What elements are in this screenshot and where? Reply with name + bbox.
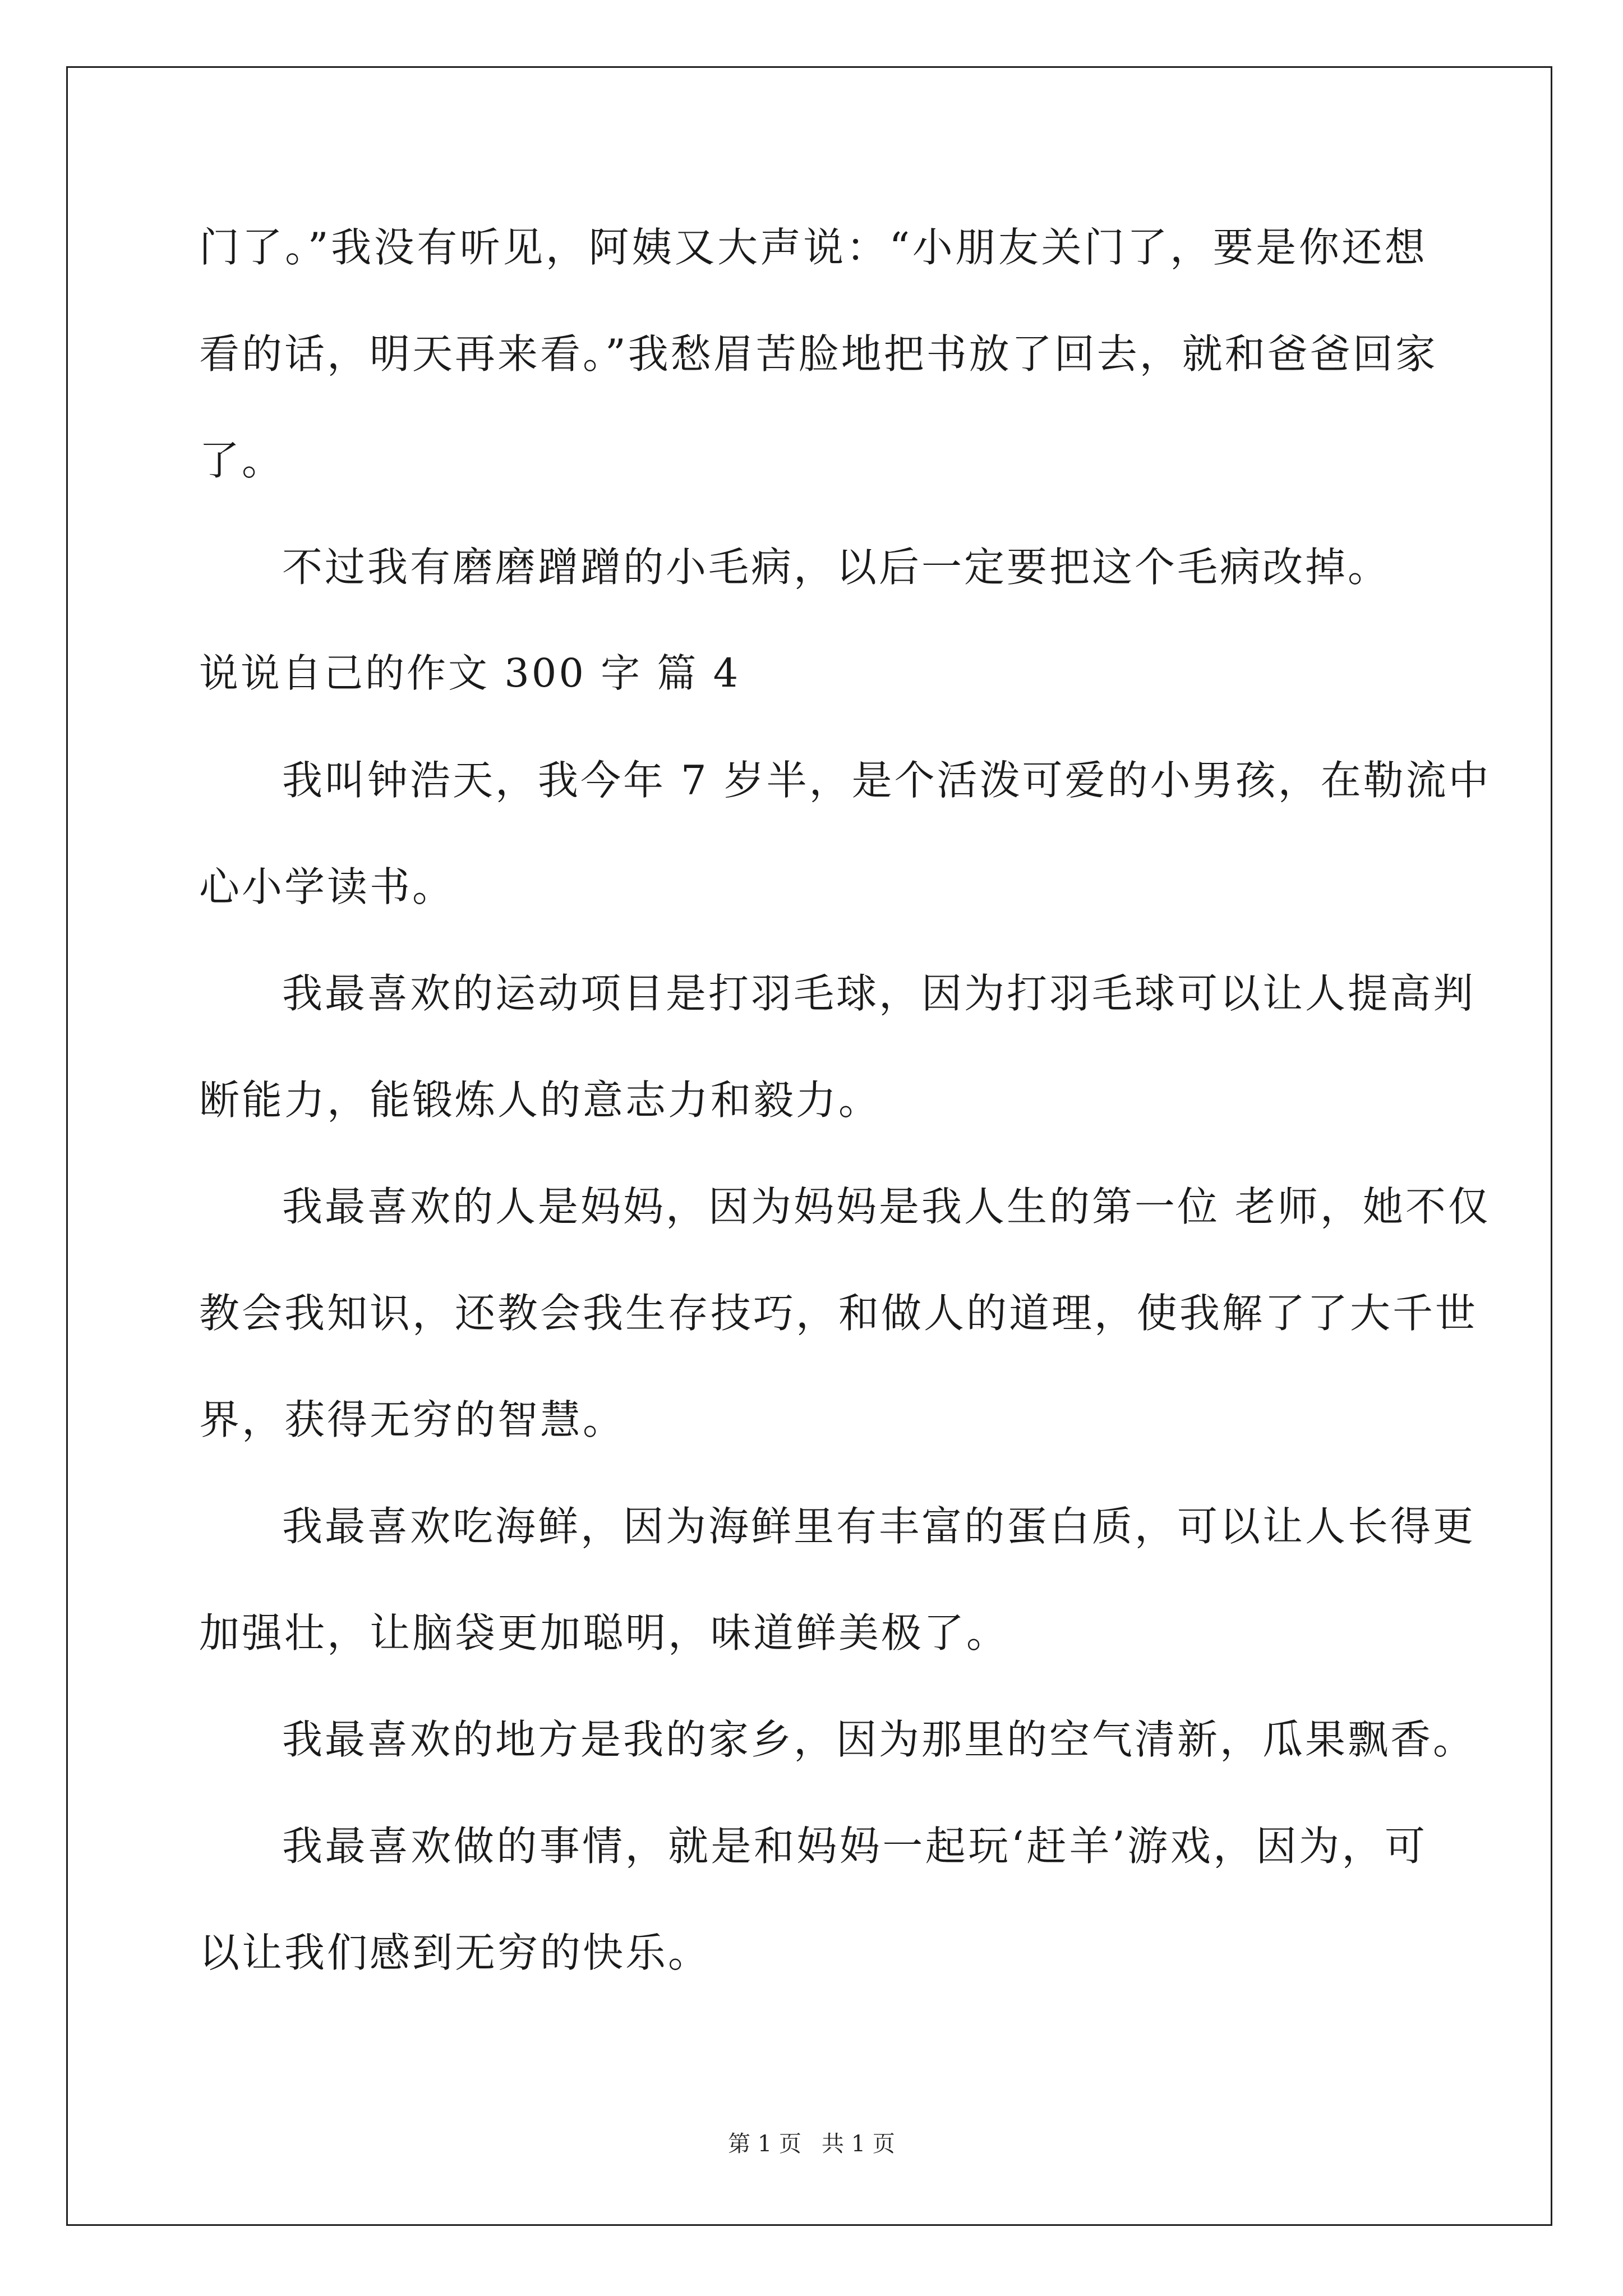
paragraph-line: 以让我们感到无穷的快乐。 — [199, 1929, 711, 1976]
paragraph-line: 教会我知识，还教会我生存技巧，和做人的道理，使我解了了大千世 — [199, 1290, 1478, 1337]
paragraph-line: 断能力，能锻炼人的意志力和毅力。 — [199, 1076, 882, 1124]
paragraph-line: 我最喜欢吃海鲜，因为海鲜里有丰富的蛋白质，可以让人长得更 — [282, 1503, 1476, 1550]
page-total: 共 1 页 — [822, 2131, 895, 2157]
section-heading: 说说自己的作文 300 字 篇 4 — [199, 650, 741, 696]
paragraph-line: 我最喜欢做的事情，就是和妈妈一起玩‘赶羊’游戏，因为，可 — [282, 1823, 1427, 1870]
paragraph-line: 加强壮，让脑袋更加聪明，味道鲜美极了。 — [199, 1609, 1009, 1657]
page-footer — [0, 2126, 1623, 2158]
paragraph-line: 不过我有磨磨蹭蹭的小毛病，以后一定要把这个毛病改掉。 — [282, 544, 1391, 591]
paragraph-line: 我最喜欢的地方是我的家乡，因为那里的空气清新，瓜果飘香。 — [282, 1716, 1476, 1763]
paragraph-line: 我叫钟浩天，我今年 7 岁半，是个活泼可爱的小男孩，在勒流中 — [282, 757, 1491, 804]
paragraph-line: 了。 — [199, 437, 285, 484]
paragraph-line: 门了。”我没有听见，阿姨又大声说：“小朋友关门了，要是你还想 — [199, 224, 1427, 271]
paragraph-line: 我最喜欢的运动项目是打羽毛球，因为打羽毛球可以让人提高判 — [282, 970, 1476, 1017]
paragraph-line: 我最喜欢的人是妈妈，因为妈妈是我人生的第一位 老师，她不仅 — [282, 1183, 1491, 1230]
paragraph-line: 界，获得无穷的智慧。 — [199, 1396, 626, 1443]
page-number: 第 1 页 — [728, 2131, 801, 2157]
paragraph-line: 看的话，明天再来看。”我愁眉苦脸地把书放了回去，就和爸爸回家 — [199, 330, 1438, 378]
paragraph-line: 心小学读书。 — [199, 863, 455, 910]
page-border — [66, 66, 1552, 2226]
